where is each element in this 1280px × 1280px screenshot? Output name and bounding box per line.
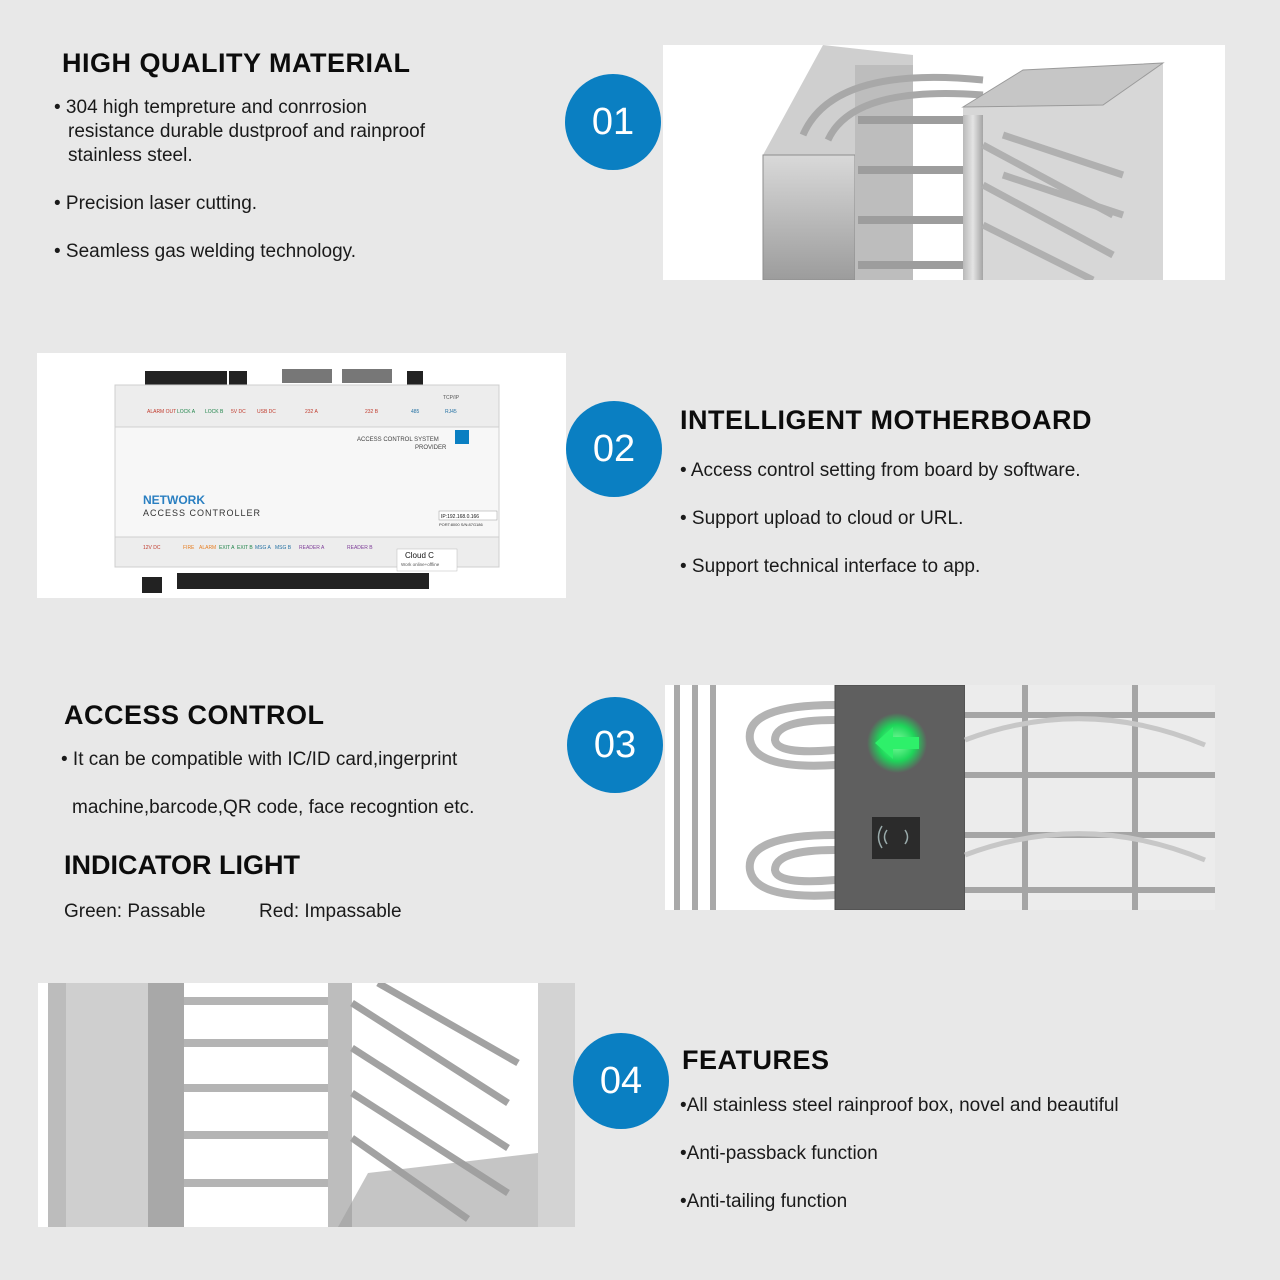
section-02-line-2: • Support upload to cloud or URL. [680, 508, 964, 529]
controller-bottom-label-5: MSG A [255, 545, 271, 551]
section-04-line-3: •Anti-tailing function [680, 1191, 848, 1212]
controller-top-label-6: 232 B [365, 409, 379, 415]
section-01-title: HIGH QUALITY MATERIAL [62, 48, 411, 78]
section-02-number-badge: 02 [566, 401, 662, 497]
indicator-red-label: Red: Impassable [259, 901, 402, 922]
controller-bottom-label-7: READER A [299, 545, 325, 551]
controller-top-label-8: RJ45 [445, 409, 457, 415]
controller-ip: IP:192.168.0.166 [441, 514, 480, 520]
controller-top-label-0: ALARM OUT [147, 409, 177, 415]
controller-top-label-2: LOCK B [205, 409, 224, 415]
controller-top-label-9: TCP/IP [443, 395, 460, 401]
controller-cloud: Cloud C [405, 551, 434, 560]
section-01-line-4: • Precision laser cutting. [54, 193, 258, 214]
controller-top-label-7: 485 [411, 409, 420, 415]
turnstile-gate-photo [38, 983, 575, 1227]
section-04-line-1: •All stainless steel rainproof box, novel and beautiful [680, 1095, 1119, 1116]
controller-top-label-3: 5V DC [231, 409, 246, 415]
section-04-title: FEATURES [682, 1045, 830, 1075]
controller-model: ACCESS CONTROLLER [143, 508, 262, 518]
section-04-line-2: •Anti-passback function [680, 1143, 878, 1164]
turnstile-photo [663, 45, 1225, 280]
controller-bottom-label-3: EXIT A [219, 545, 235, 551]
section-04-number-badge: 04 [573, 1033, 669, 1129]
section-03-number-badge: 03 [567, 697, 663, 793]
section-03-line-2: machine,barcode,QR code, face recogntion etc. [72, 797, 475, 818]
controller-bottom-label-1: FIRE [183, 545, 195, 551]
section-01-line-1: • 304 high tempreture and conrrosion [54, 97, 367, 118]
section-03-title: ACCESS CONTROL [64, 700, 325, 730]
section-01-line-3: stainless steel. [68, 145, 193, 166]
indicator-green-label: Green: Passable [64, 901, 206, 922]
section-02-line-1: • Access control setting from board by software. [680, 460, 1081, 481]
section-02-title: INTELLIGENT MOTHERBOARD [680, 405, 1092, 435]
section-03-line-1: • It can be compatible with IC/ID card,ingerprint [61, 749, 458, 770]
controller-bottom-label-4: EXIT B [237, 545, 253, 551]
controller-bottom-label-6: MSG B [275, 545, 292, 551]
controller-bottom-label-2: ALARM [199, 545, 217, 551]
controller-cloud-sub: Work online+offline [401, 562, 440, 567]
controller-bottom-label-0: 12V DC [143, 545, 161, 551]
section-01-number-badge: 01 [565, 74, 661, 170]
controller-top-label-1: LOCK A [177, 409, 196, 415]
controller-board-photo [37, 353, 566, 598]
controller-top-label-5: 232 A [305, 409, 318, 415]
indicator-light-photo [665, 685, 1215, 910]
section-01-line-2: resistance durable dustproof and rainproof [68, 121, 426, 142]
controller-bottom-label-8: READER B [347, 545, 373, 551]
controller-port: PORT:8000 S/N:87G186 [439, 522, 483, 527]
controller-provider-line1: ACCESS CONTROL SYSTEM [357, 437, 439, 443]
controller-top-label-4: USB DC [257, 409, 276, 415]
indicator-light-title: INDICATOR LIGHT [64, 850, 300, 880]
section-02-line-3: • Support technical interface to app. [680, 556, 981, 577]
controller-brand: NETWORK [143, 493, 205, 507]
section-01-line-5: • Seamless gas welding technology. [54, 241, 357, 262]
controller-provider-line2: PROVIDER [415, 445, 447, 451]
